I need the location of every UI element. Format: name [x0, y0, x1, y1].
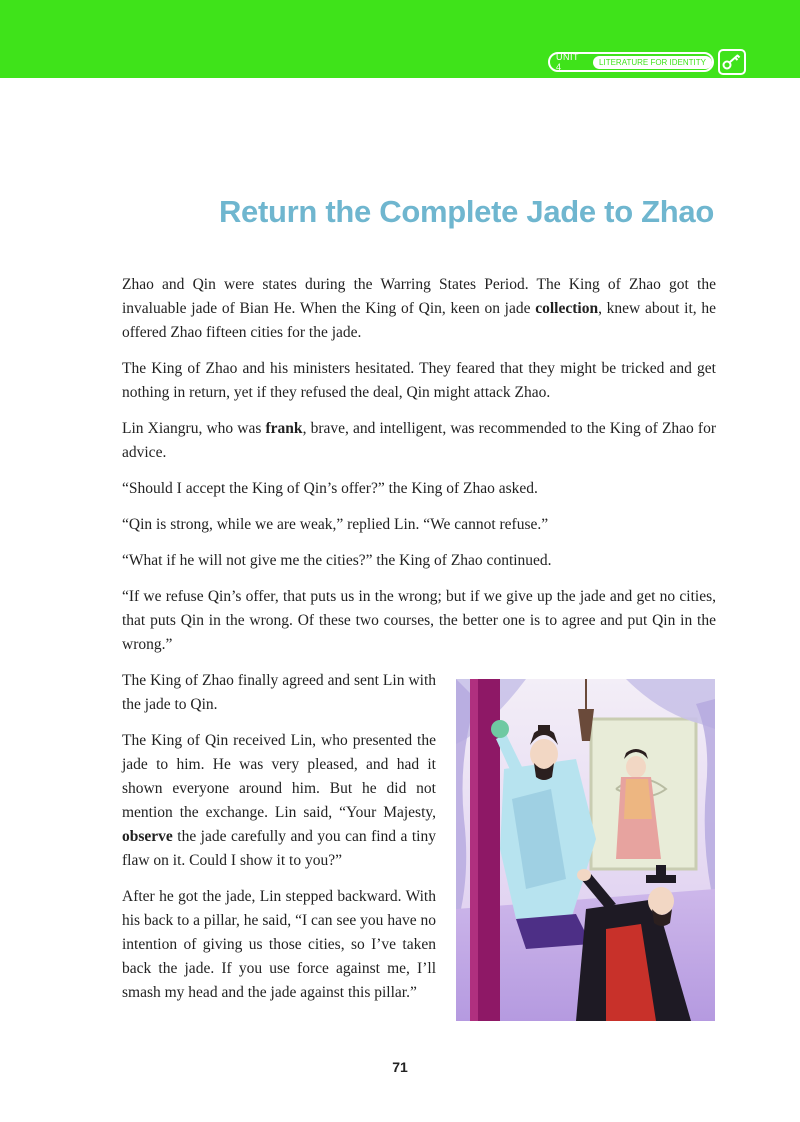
story-illustration [456, 679, 715, 1021]
key-icon [722, 53, 742, 71]
paragraph-8: The King of Zhao finally agreed and sent Lin with the jade to Qin. [122, 672, 436, 713]
paragraph-3: Lin Xiangru, who was frank, brave, and intelligent, was recommended to the King of Zhao for advice. [122, 420, 716, 461]
page-number: 71 [392, 1059, 408, 1075]
paragraph-4: “Should I accept the King of Qin’s offer?” the King of Zhao asked. [122, 480, 538, 497]
vocab-frank: frank [265, 420, 303, 437]
vocab-collection: collection [535, 300, 599, 317]
paragraph-1: Zhao and Qin were states during the Warring States Period. The King of Zhao got the invaluable jade of Bian He. When the King of Qin, keen on jade collection, knew about it, he offered Zhao fifteen cities for the jade. [122, 276, 716, 341]
paragraph-7: “If we refuse Qin’s offer, that puts us in the wrong; but if we give up the jade and get no cities, that puts Qin in the wrong. Of these two courses, the better one is to agree and put Qin in the wrong.” [122, 588, 716, 653]
unit-tag [548, 52, 714, 72]
unit-topic: LITERATURE FOR IDENTITY [593, 56, 712, 69]
paragraph-10: After he got the jade, Lin stepped backward. With his back to a pillar, he said, “I can see you have no intention of giving us those cities, so I’ve taken back the jade. If you use force against me, I’ll smash my head and the jade against this pillar.” [122, 888, 436, 1001]
page-title: Return the Complete Jade to Zhao [218, 194, 714, 229]
paragraph-9: The King of Qin received Lin, who presented the jade to him. He was very pleased, and had it shown everyone around him. But he did not mention the exchange. Lin said, “Your Majesty, observe the jade carefully and you can find a tiny flaw on it. Could I show it to you?” [122, 732, 436, 869]
paragraph-6: “What if he will not give me the cities?” the King of Zhao continued. [122, 552, 552, 569]
paragraph-2: The King of Zhao and his ministers hesitated. They feared that they might be tricked and get nothing in return, yet if they refused the deal, Qin might attack Zhao. [122, 360, 716, 401]
header-divider [0, 78, 800, 84]
illustration-scene [456, 679, 715, 1021]
key-badge [718, 49, 746, 75]
vocab-observe: observe [122, 828, 173, 845]
unit-label: UNIT 4 [556, 52, 579, 72]
paragraph-5: “Qin is strong, while we are weak,” replied Lin. “We cannot refuse.” [122, 516, 549, 533]
